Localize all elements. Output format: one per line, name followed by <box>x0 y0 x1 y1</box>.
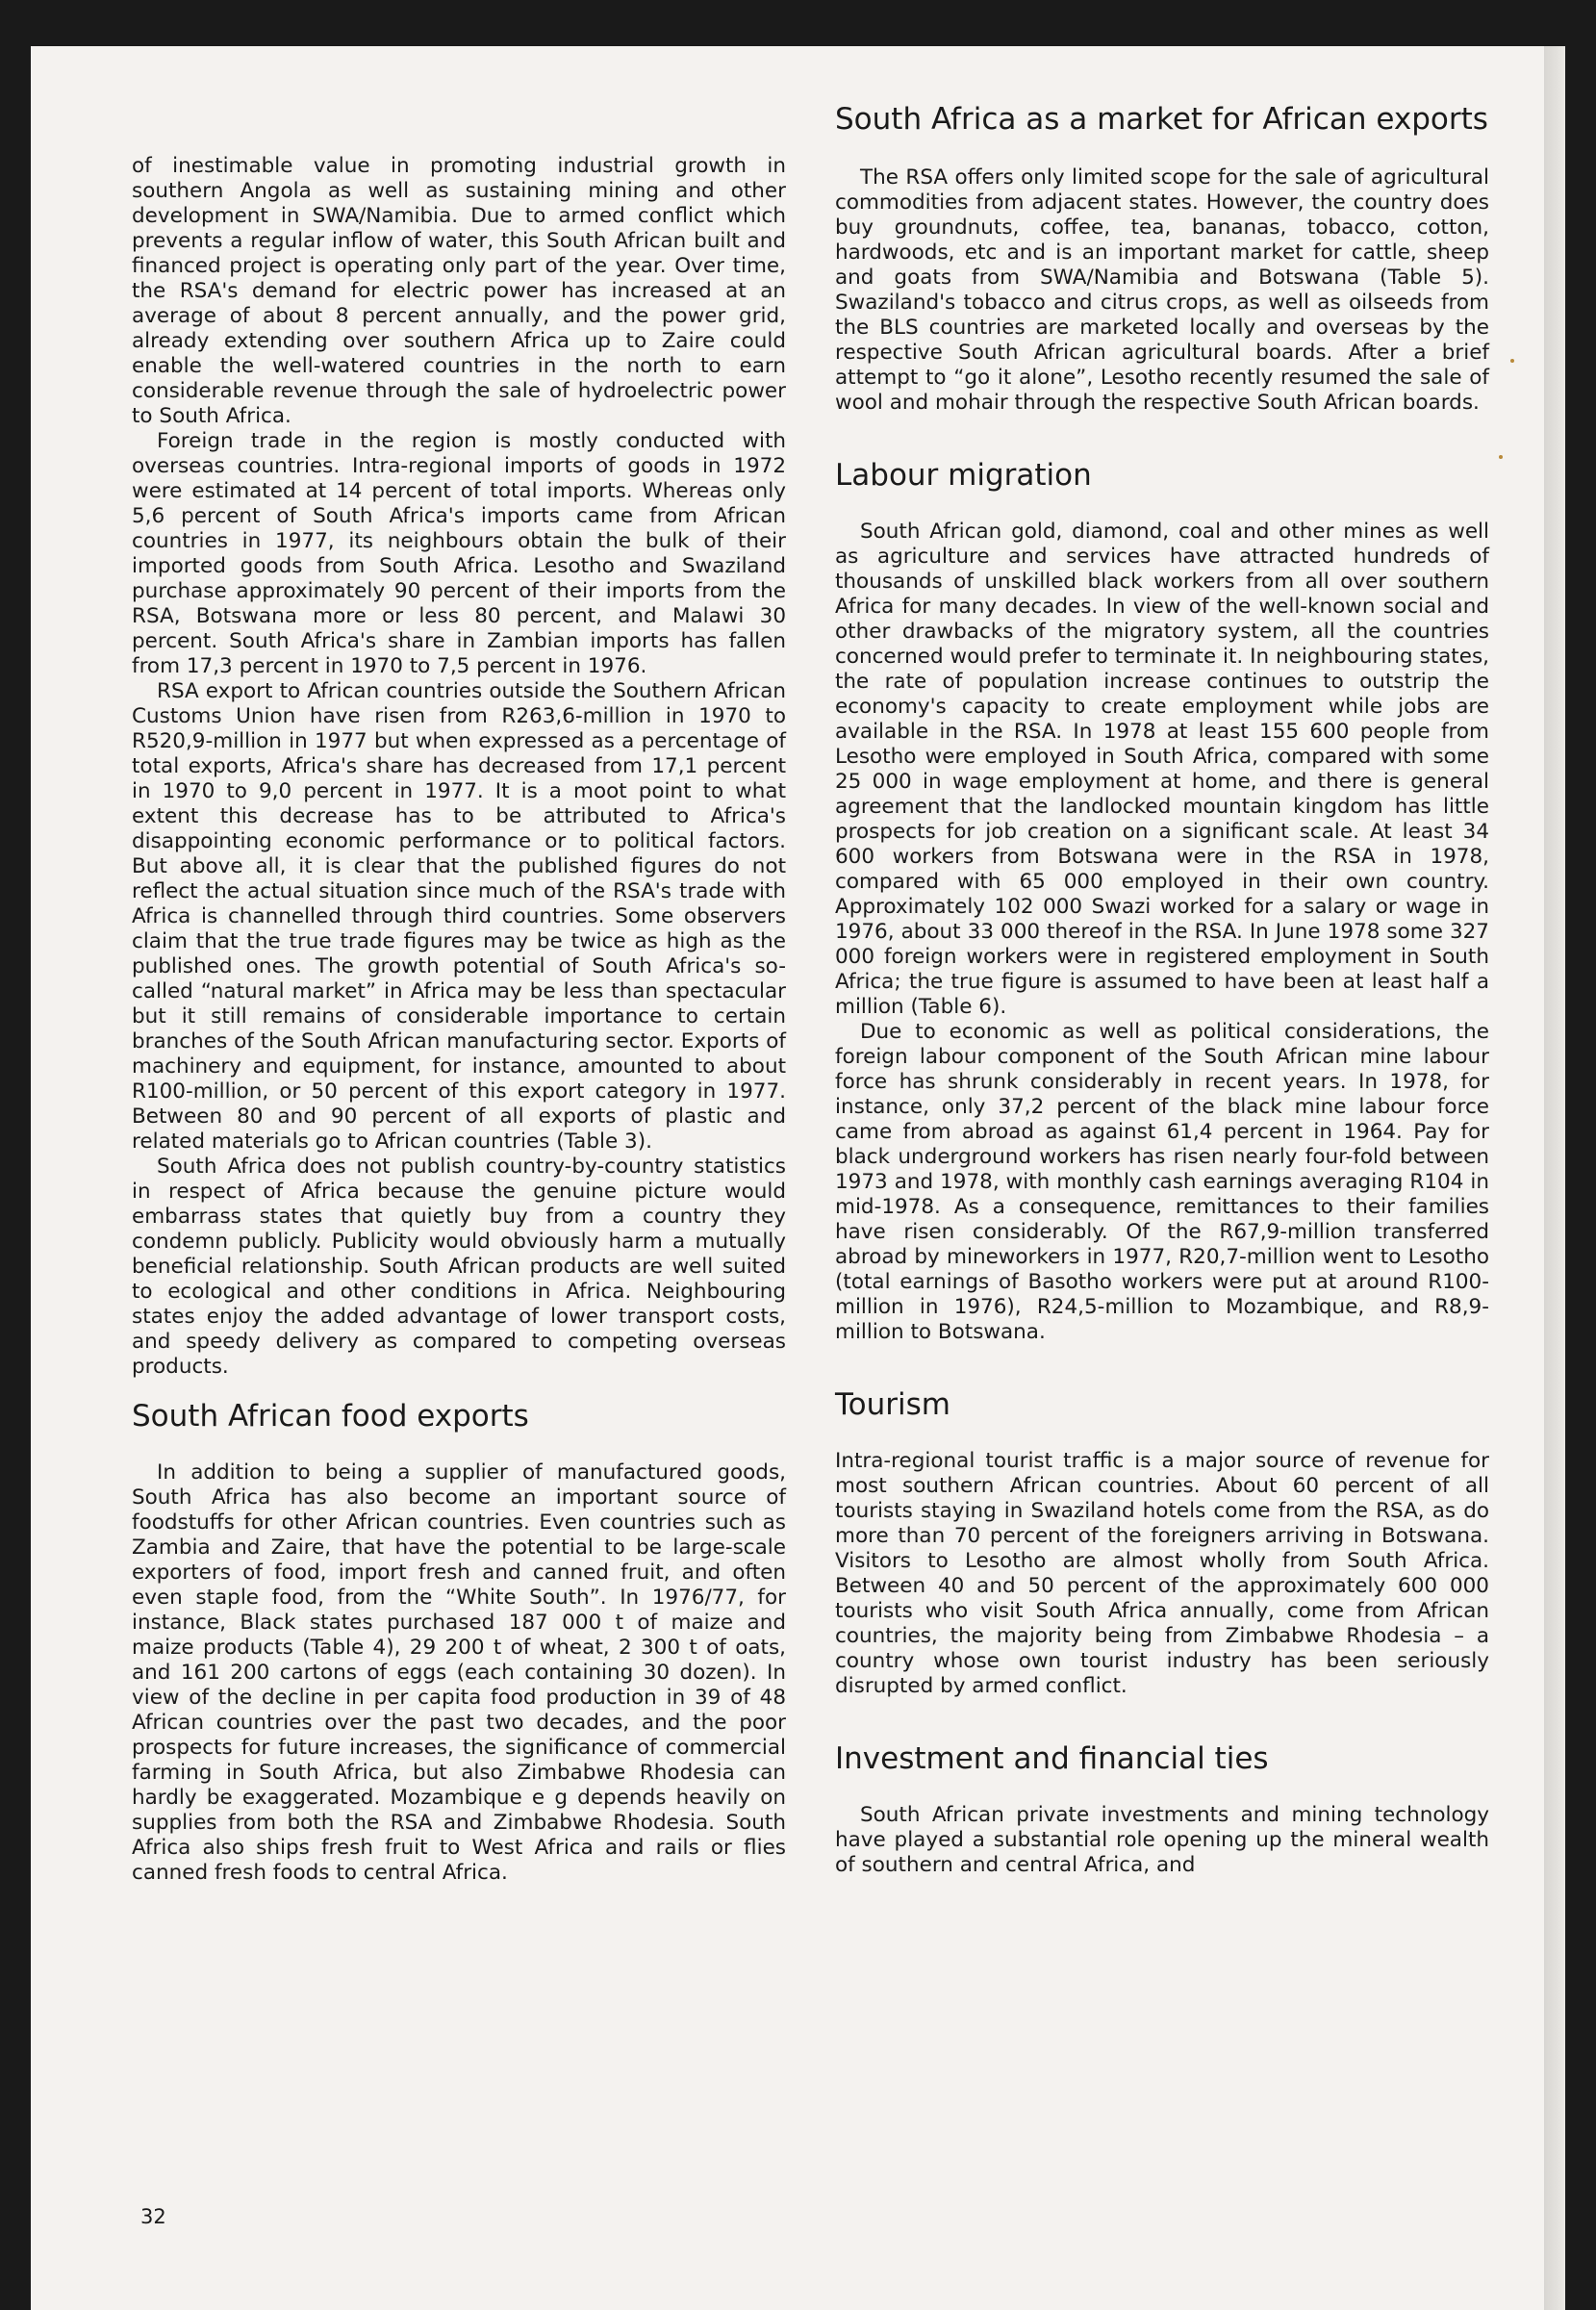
paragraph-rsa-export: RSA export to African countries outside the Southern African Customs Union have risen from R263,6-million in 1970 to R520,9-million in 1977 but when expressed as a percentage of total exports, Africa's share has decreased from 17,1 percent in 1970 to 9,0 percent in 1977. It is a moot point to what extent this decrease has to be attributed to Africa's disappointing economic performance or to political factors. But above all, it is clear that the published figures do not reflect the actual situation since much of the RSA's trade with Africa is channelled through third countries. Some observers claim that the true trade figures may be twice as high as the published ones. The growth potential of South Africa's so-called “natural market” in Africa may be less than spectacular but it still remains of considerable importance to certain branches of the South African manufacturing sector. Exports of machinery and equipment, for instance, amounted to about R100-million, or 50 percent of this export category in 1977. Between 80 and 90 percent of all exports of plastic and related materials go to African countries (Table 3). <box>132 679 786 1154</box>
heading-labour-migration: Labour migration <box>835 458 1092 493</box>
print-speck <box>1499 455 1503 459</box>
document-page <box>31 46 1565 2310</box>
paragraph-market: The RSA offers only limited scope for the sale of agricultural commodities from adjacent states. However, the country does buy groundnuts, coffee, tea, bananas, tobacco, cotton, hardwoods, etc and is an important market for cattle, sheep and goats from SWA/Namibia and Botswana (Table 5). Swaziland's tobacco and citrus crops, as well as oilseeds from the BLS countries are marketed locally and overseas by the respective South African agricultural boards. After a brief attempt to “go it alone”, Lesotho recently resumed the sale of wool and mohair through the respective South African boards. <box>835 165 1489 415</box>
heading-tourism: Tourism <box>835 1387 950 1422</box>
paragraph-country-statistics: South Africa does not publish country-by-country statistics in respect of Africa because the genuine picture would embarrass states that quietly buy from a country they condemn publicly. Publicity would obviously harm a mutually beneficial relationship. South African products are well suited to ecological and other conditions in Africa. Neighbouring states enjoy the added advantage of lower transport costs, and speedy delivery as compared to competing overseas products. <box>132 1155 786 1379</box>
heading-food-exports: South African food exports <box>132 1399 529 1434</box>
page-number: 32 <box>140 2205 166 2228</box>
page-edge-shadow <box>1544 46 1565 2310</box>
paragraph-labour-1: South African gold, diamond, coal and other mines as well as agriculture and services have attracted hundreds of thousands of unskilled black workers from all over southern Africa for many decades. In view of the well-known social and other drawbacks of the migratory system, all the countries concerned would prefer to terminate it. In neighbouring states, the rate of population increase continues to outstrip the economy's capacity to create employment while jobs are available in the RSA. In 1978 at least 155 600 people from Lesotho were employed in South Africa, compared with some 25 000 in wage employment at home, and there is general agreement that the landlocked mountain kingdom has little prospects for job creation on a significant scale. At least 34 600 workers from Botswana were in the RSA in 1978, compared with 65 000 employed in their own country. Approximately 102 000 Swazi worked for a salary or wage in 1976, about 33 000 thereof in the RSA. In June 1978 some 327 000 foreign workers were in registered employment in South Africa; the true figure is assumed to have been at least half a million (Table 6). <box>835 520 1489 1019</box>
paragraph-labour-2: Due to economic as well as political considerations, the foreign labour component of the South African mine labour force has shrunk considerably in recent years. In 1978, for instance, only 37,2 percent of the black mine labour force came from abroad as against 61,4 percent in 1964. Pay for black underground workers has risen nearly four-fold between 1973 and 1978, with monthly cash earnings averaging R104 in mid-1978. As a consequence, remittances to their families have risen considerably. Of the R67,9-million transferred abroad by mineworkers in 1977, R20,7-million went to Lesotho (total earnings of Basotho workers were put at around R100-million in 1976), R24,5-million to Mozambique, and R8,9-million to Botswana. <box>835 1020 1489 1344</box>
paragraph-investment: South African private investments and mining technology have played a substantial role opening up the mineral wealth of southern and central Africa, and <box>835 1803 1489 1877</box>
left-column <box>132 154 786 1886</box>
paragraph-tourism: Intra-regional tourist traffic is a major source of revenue for most southern African countries. About 60 percent of all tourists staying in Swaziland hotels come from the RSA, as do more than 70 percent of the foreigners arriving in Botswana. Visitors to Lesotho are almost wholly from South Africa. Between 40 and 50 percent of the approximately 600 000 tourists who visit South Africa annually, come from African countries, the majority being from Zimbabwe Rhodesia – a country whose own tourist industry has been seriously disrupted by armed conflict. <box>835 1449 1489 1698</box>
paragraph-hydroelectric: of inestimable value in promoting industrial growth in southern Angola as well as sustaining mining and other development in SWA/Namibia. Due to armed conflict which prevents a regular inflow of water, this South African built and financed project is operating only part of the year. Over time, the RSA's demand for electric power has increased at an average of about 8 percent annually, and the power grid, already extending over southern Africa up to Zaire could enable the well-watered countries in the north to earn considerable revenue through the sale of hydroelectric power to South Africa. <box>132 154 786 428</box>
heading-investment: Investment and financial ties <box>835 1741 1269 1776</box>
paragraph-foreign-trade: Foreign trade in the region is mostly conducted with overseas countries. Intra-regional imports of goods in 1972 were estimated at 14 percent of total imports. Whereas only 5,6 percent of South Africa's imports came from African countries in 1977, its neighbours obtain the bulk of their imported goods from South Africa. Lesotho and Swaziland purchase approximately 90 percent of their imports from the RSA, Botswana more or less 80 percent, and Malawi 30 percent. South Africa's share in Zambian imports has fallen from 17,3 percent in 1970 to 7,5 percent in 1976. <box>132 429 786 678</box>
paragraph-food-exports: In addition to being a supplier of manufactured goods, South Africa has also become an important source of foodstuffs for other African countries. Even countries such as Zambia and Zaire, that have the potential to be large-scale exporters of food, import fresh and canned fruit, and often even staple food, from the “White South”. In 1976/77, for instance, Black states purchased 187 000 t of maize and maize products (Table 4), 29 200 t of wheat, 2 300 t of oats, and 161 200 cartons of eggs (each containing 30 dozen). In view of the decline in per capita food production in 39 of 48 African countries over the past two decades, and the poor prospects for future increases, the significance of commercial farming in South Africa, but also Zimbabwe Rhodesia can hardly be exaggerated. Mozambique e g depends heavily on supplies from both the RSA and Zimbabwe Rhodesia. South Africa also ships fresh fruit to West Africa and rails or flies canned fresh foods to central Africa. <box>132 1460 786 1885</box>
heading-market-for-exports: South Africa as a market for African exports <box>835 102 1488 137</box>
right-column <box>835 102 1489 1878</box>
print-speck <box>1510 359 1514 363</box>
